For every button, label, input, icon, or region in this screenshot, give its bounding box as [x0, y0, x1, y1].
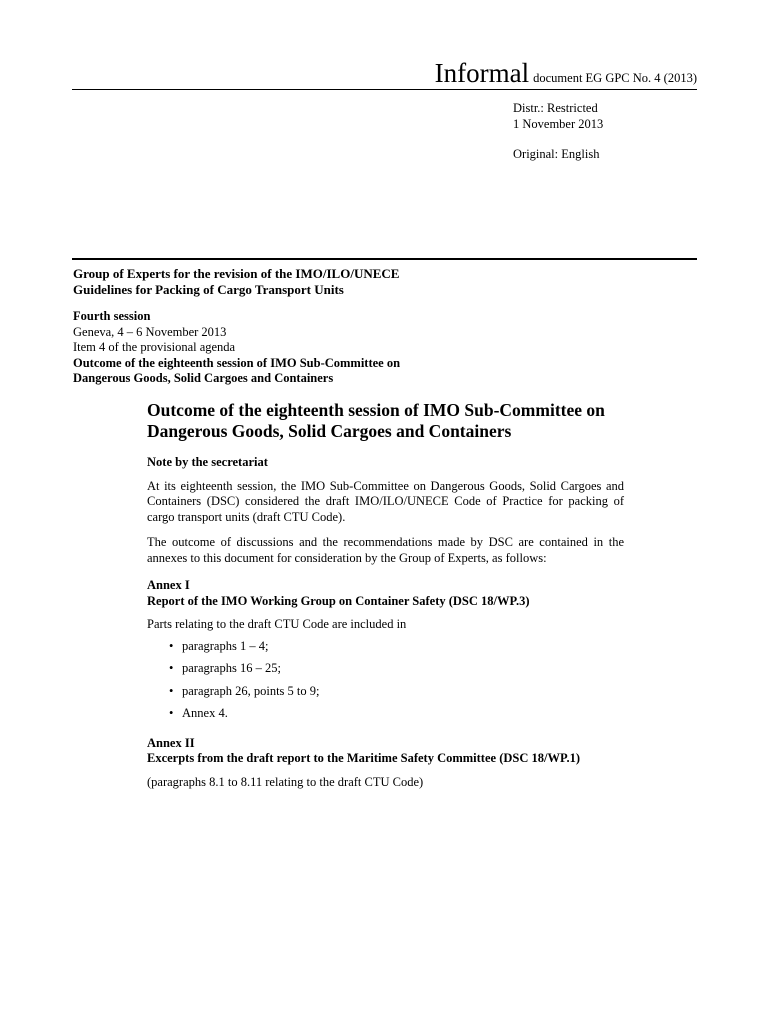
bullet-icon: • — [169, 683, 174, 698]
paragraph-1: At its eighteenth session, the IMO Sub-Committee on Dangerous Goods, Solid Cargoes and Containers (DSC) considered the draft IMO/ILO/UNECE Code of Practice for packing of cargo transport units (draft CTU Code). — [147, 478, 624, 524]
paragraph-2: The outcome of discussions and the recommendations made by DSC are contained in the annexes to this document for consideration by the Group of Experts, as follows: — [147, 535, 624, 565]
agenda-title-line2: Dangerous Goods, Solid Cargoes and Containers — [73, 371, 334, 385]
list-item: • Annex 4. — [169, 706, 228, 720]
annex2-title: Excerpts from the draft report to the Maritime Safety Committee (DSC 18/WP.1) — [147, 751, 580, 765]
title-line1: Outcome of the eighteenth session of IMO Sub-Committee on — [147, 400, 605, 420]
annex2-label: Annex II — [147, 735, 195, 750]
list-item: • paragraphs 16 – 25; — [169, 661, 281, 675]
annex2-note: (paragraphs 8.1 to 8.11 relating to the draft CTU Code) — [147, 774, 424, 789]
bullet-icon: • — [169, 661, 174, 675]
committee-title-line2: Guidelines for Packing of Cargo Transport Units — [73, 282, 344, 297]
session-label: Fourth session — [73, 309, 151, 323]
annex1-title: Report of the IMO Working Group on Container Safety (DSC 18/WP.3) — [147, 593, 530, 608]
original-language: Original: English — [513, 147, 600, 161]
distribution-block — [513, 100, 603, 162]
document-date: 1 November 2013 — [513, 117, 604, 131]
distr-restricted: Distr.: Restricted — [513, 101, 598, 115]
annex2-heading — [147, 736, 624, 767]
agenda-item: Item 4 of the provisional agenda — [73, 340, 236, 354]
document-header — [72, 58, 697, 88]
title-line2: Dangerous Goods, Solid Cargoes and Containers — [147, 421, 512, 441]
section-rule — [72, 258, 697, 260]
agenda-title-line1: Outcome of the eighteenth session of IMO Sub-Committee on — [73, 355, 401, 370]
place-date: Geneva, 4 – 6 November 2013 — [73, 324, 227, 339]
annex1-label: Annex I — [147, 578, 190, 592]
informal-label: Informal — [434, 58, 530, 88]
note-by-secretariat: Note by the secretariat — [147, 455, 268, 469]
list-item: • paragraph 26, points 5 to 9; — [169, 683, 320, 698]
page-title — [147, 400, 624, 442]
main-content — [147, 400, 624, 790]
committee-block — [73, 266, 633, 387]
list-item: • paragraphs 1 – 4; — [169, 638, 269, 653]
annex1-list — [147, 639, 624, 722]
bullet-icon: • — [169, 706, 174, 720]
annex1-heading — [147, 578, 624, 609]
committee-title-line1: Group of Experts for the revision of the IMO/ILO/UNECE — [73, 266, 400, 281]
annex1-intro: Parts relating to the draft CTU Code are included in — [147, 617, 407, 631]
header-rule — [72, 89, 697, 90]
bullet-icon: • — [169, 638, 174, 653]
document-symbol: document EG GPC No. 4 (2013) — [533, 71, 697, 85]
